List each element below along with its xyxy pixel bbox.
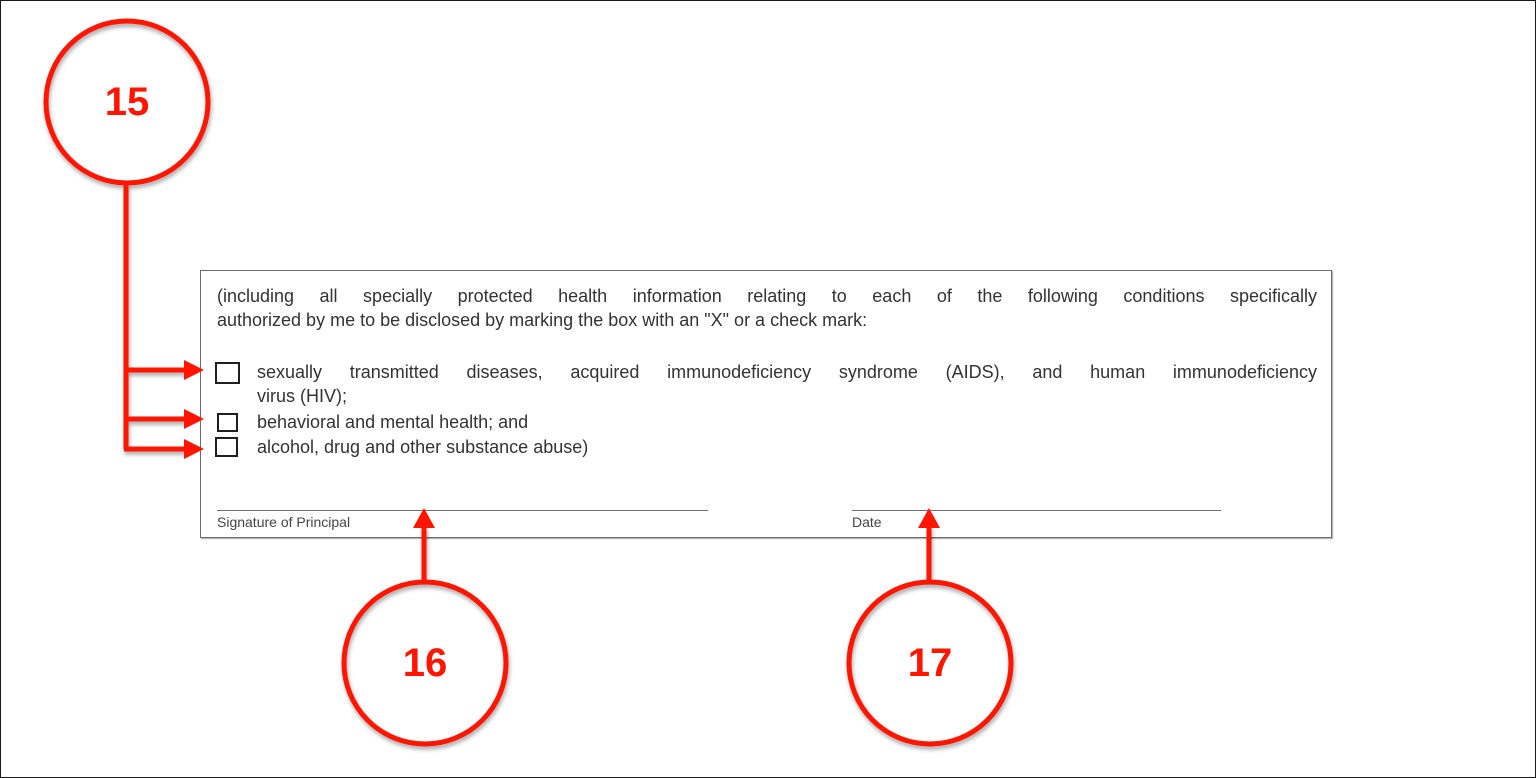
intro-line-1: (including all specially protected health information relating to each of the following conditions specifically: [217, 286, 1317, 306]
condition-label-behavioral-mental-health: behavioral and mental health; and: [257, 412, 529, 432]
intro-text: [217, 284, 1317, 332]
callout-16-number: 16: [402, 641, 448, 685]
callout-17-number: 17: [907, 641, 953, 685]
callout-15-number: 15: [104, 80, 150, 124]
date-label: Date: [852, 514, 882, 530]
checkbox-std-hiv[interactable]: [215, 362, 240, 384]
condition-label-substance-abuse: alcohol, drug and other substance abuse): [257, 437, 589, 457]
checkbox-behavioral-mental-health[interactable]: [217, 413, 238, 432]
date-line[interactable]: [852, 510, 1221, 511]
condition-label-std-hiv: sexually transmitted diseases, acquired immunodeficiency syndrome (AIDS), and human immunodeficiency virus (HIV);: [257, 362, 1317, 406]
checkbox-substance-abuse[interactable]: [215, 437, 238, 457]
authorization-form-box: [200, 270, 1332, 538]
signature-of-principal-line[interactable]: [217, 510, 708, 511]
signature-of-principal-label: Signature of Principal: [217, 514, 351, 530]
intro-line-2: authorized by me to be disclosed by marking the box with an "X" or a check mark:: [217, 310, 868, 330]
